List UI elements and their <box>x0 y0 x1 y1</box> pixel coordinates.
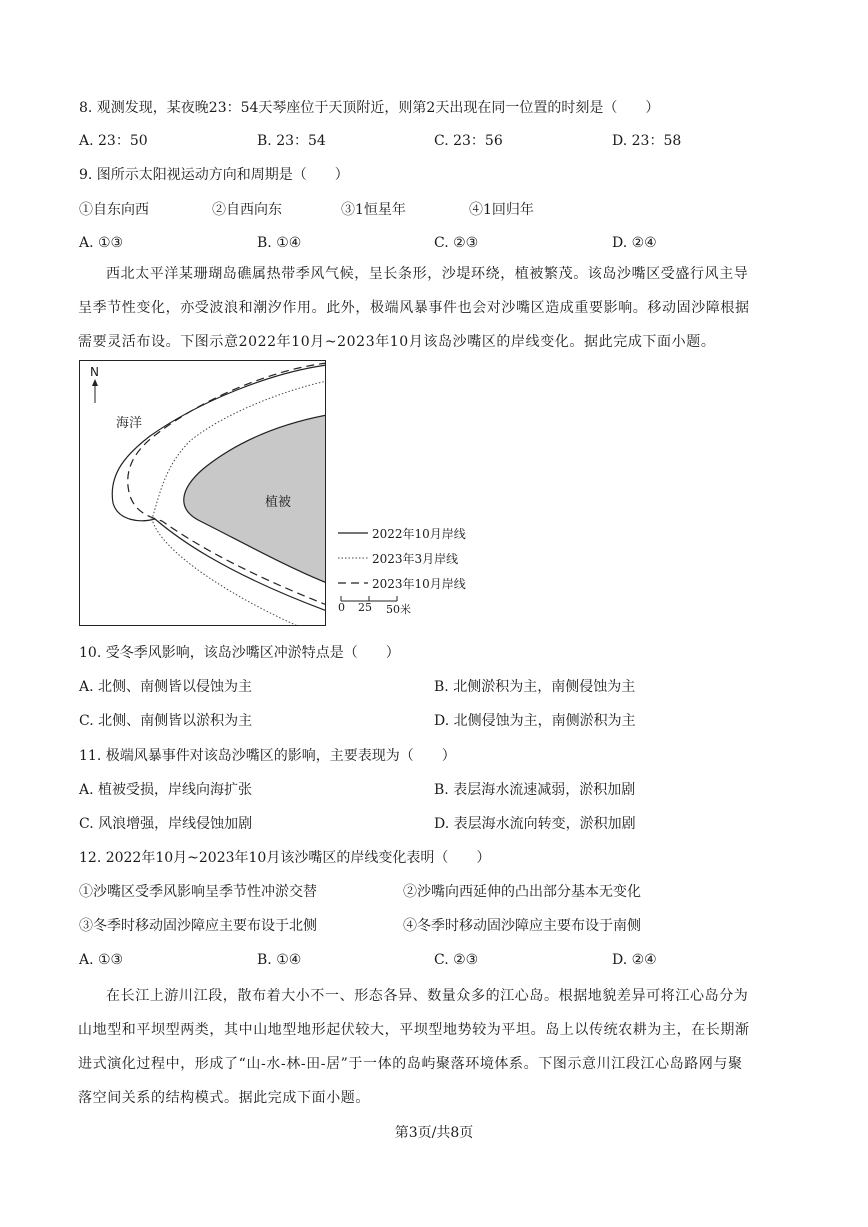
q12-option-c: C. ②③ <box>434 952 479 968</box>
passage2-line-2: 山地型和平坝型两类，其中山地型地形起伏较大，平坝型地势较为平坦。岛上以传统农耕为主，在长期渐 <box>78 1022 750 1038</box>
passage1-line-2: 呈季节性变化，亦受波浪和潮汐作用。此外，极端风暴事件也会对沙嘴区造成重要影响。移动固沙障根据 <box>78 300 750 316</box>
ocean-label: 海洋 <box>116 416 143 431</box>
q11-option-b: B. 表层海水流速减弱，淤积加剧 <box>434 782 636 798</box>
q10-option-b: B. 北侧淤积为主，南侧侵蚀为主 <box>434 679 636 695</box>
q12-item-4: ④冬季时移动固沙障应主要布设于南侧 <box>403 918 641 934</box>
q9-option-a: A. ①③ <box>79 235 124 251</box>
legend-2022-10-label: 2022年10月岸线 <box>372 526 466 541</box>
legend-dotted-line-icon <box>338 555 368 561</box>
passage2-line-4: 落空间关系的结构模式。据此完成下面小题。 <box>78 1090 370 1106</box>
q9-item-3: ③1恒星年 <box>341 202 406 218</box>
passage2-line-3: 进式演化过程中，形成了“山-水-林-田-居”于一体的岛屿聚落环境体系。下图示意川江段江心岛路网与聚 <box>78 1056 743 1072</box>
legend-2023-10 <box>338 574 466 592</box>
q11-option-a: A. 植被受损，岸线向海扩张 <box>79 782 253 798</box>
q9-item-4: ④1回归年 <box>469 202 534 218</box>
north-arrowhead-icon <box>92 379 98 386</box>
scale-label-50: 50米 <box>386 603 411 616</box>
q9-option-c: C. ②③ <box>434 235 479 251</box>
q9-option-d: D. ②④ <box>612 235 657 251</box>
q10-option-c: C. 北侧、南侧皆以淤积为主 <box>79 713 253 729</box>
legend-solid-line-icon <box>338 530 368 536</box>
q9-stem: 9. 图所示太阳视运动方向和周期是（ ） <box>79 167 349 183</box>
q8-option-d: D. 23：58 <box>612 133 682 149</box>
q8-option-a: A. 23：50 <box>79 133 148 149</box>
q12-item-3: ③冬季时移动固沙障应主要布设于北侧 <box>79 918 317 934</box>
q11-option-c: C. 风浪增强，岸线侵蚀加剧 <box>79 816 253 832</box>
legend-2023-03-label: 2023年3月岸线 <box>372 551 459 566</box>
passage-river-islands <box>78 979 790 1115</box>
vegetation-area <box>184 415 326 583</box>
north-label: N <box>90 365 99 379</box>
q10-stem: 10. 受冬季风影响，该岛沙嘴区冲淤特点是（ ） <box>79 645 400 661</box>
passage1-line-3: 需要灵活布设。下图示意2022年10月~2023年10月该岛沙嘴区的岸线变化。据此完成下面小题。 <box>78 334 716 350</box>
q8-stem: 8. 观测发现，某夜晚23：54天琴座位于天顶附近，则第2天出现在同一位置的时刻是（ ） <box>79 100 660 116</box>
q12-option-b: B. ①④ <box>257 952 302 968</box>
q12-item-2: ②沙嘴向西延伸的凸出部分基本无变化 <box>403 884 641 900</box>
passage2-line-1: 在长江上游川江段，散布着大小不一、形态各异、数量众多的江心岛。根据地貌差异可将江心岛分为 <box>106 988 749 1004</box>
q12-stem: 12. 2022年10月~2023年10月该沙嘴区的岸线变化表明（ ） <box>79 850 491 866</box>
legend-2023-10-label: 2023年10月岸线 <box>372 576 466 591</box>
vegetation-label: 植被 <box>265 495 292 510</box>
q10-option-d: D. 北侧侵蚀为主，南侧淤积为主 <box>434 713 636 729</box>
legend-2022-10 <box>338 524 466 542</box>
scale-bar <box>336 596 416 618</box>
scale-label-25: 25 <box>358 601 372 614</box>
passage-coral-island <box>78 257 790 359</box>
page-number: 第3页/共8页 <box>394 1125 474 1141</box>
q9-item-1: ①自东向西 <box>79 202 149 218</box>
q10-option-a: A. 北侧、南侧皆以侵蚀为主 <box>79 679 253 695</box>
q11-option-d: D. 表层海水流向转变，淤积加剧 <box>434 816 636 832</box>
q8-option-c: C. 23：56 <box>434 133 503 149</box>
q12-option-d: D. ②④ <box>612 952 657 968</box>
passage1-line-1: 西北太平洋某珊瑚岛礁属热带季风气候，呈长条形，沙堤环绕，植被繁茂。该岛沙嘴区受盛行风主导 <box>106 266 749 282</box>
q11-stem: 11. 极端风暴事件对该岛沙嘴区的影响，主要表现为（ ） <box>79 748 456 764</box>
q8-option-b: B. 23：54 <box>257 133 326 149</box>
shoreline-map <box>79 360 326 626</box>
q12-item-1: ①沙嘴区受季风影响呈季节性冲淤交替 <box>79 884 317 900</box>
legend-dashed-line-icon <box>338 580 368 586</box>
legend-2023-03 <box>338 549 458 567</box>
q9-item-2: ②自西向东 <box>212 202 282 218</box>
q12-option-a: A. ①③ <box>79 952 124 968</box>
scale-label-0: 0 <box>338 601 345 614</box>
q9-option-b: B. ①④ <box>257 235 302 251</box>
